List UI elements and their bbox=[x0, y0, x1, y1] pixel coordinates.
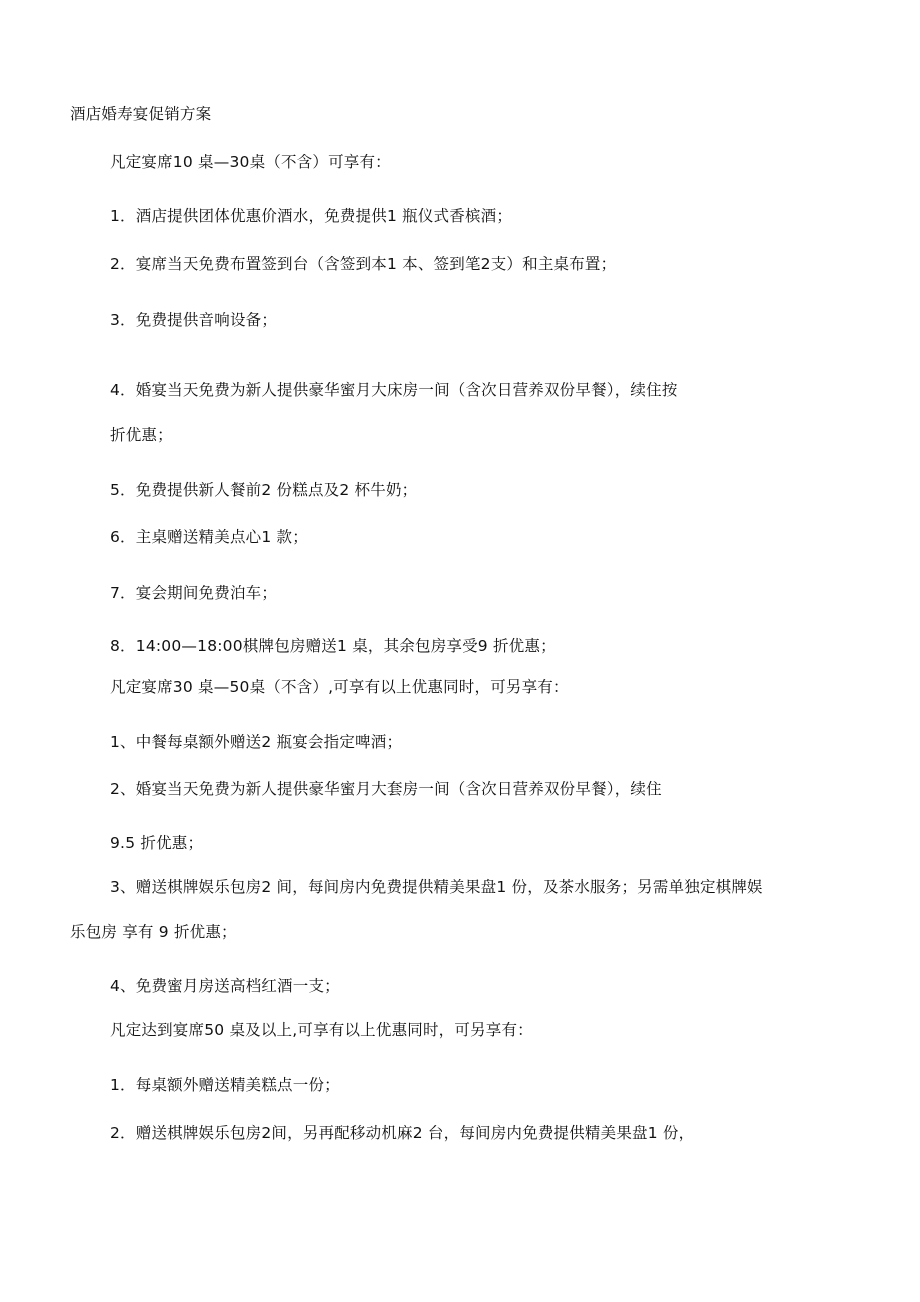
tier-1-heading: 凡定宴席10 桌—30桌（不含）可享有： bbox=[110, 153, 391, 171]
tier-3-heading: 凡定达到宴席50 桌及以上,可享有以上优惠同时，可另享有： bbox=[110, 1021, 533, 1039]
tier-1-item-4: 4．婚宴当天免费为新人提供豪华蜜月大床房一间（含次日营养双份早餐），续住按 bbox=[110, 381, 678, 399]
tier-3-item-1: 1．每桌额外赠送精美糕点一份； bbox=[110, 1076, 340, 1094]
tier-2-heading: 凡定宴席30 桌—50桌（不含）,可享有以上优惠同时，可另享有： bbox=[110, 678, 569, 696]
tier-1-item-7: 7．宴会期间免费泊车； bbox=[110, 584, 278, 602]
tier-1-item-3: 3．免费提供音响设备； bbox=[110, 311, 278, 329]
tier-1-item-1: 1．酒店提供团体优惠价酒水，免费提供1 瓶仪式香槟酒； bbox=[110, 207, 513, 225]
tier-2-item-2-cont: 9.5 折优惠； bbox=[110, 834, 204, 852]
tier-1-item-2: 2．宴席当天免费布置签到台（含签到本1 本、签到笔2支）和主桌布置； bbox=[110, 255, 617, 273]
tier-2-item-3: 3、赠送棋牌娱乐包房2 间，每间房内免费提供精美果盘1 份，及茶水服务；另需单独定棋牌娱 bbox=[110, 878, 763, 896]
tier-2-item-2: 2、婚宴当天免费为新人提供豪华蜜月大套房一间（含次日营养双份早餐），续住 bbox=[110, 780, 662, 798]
tier-2-item-3-cont: 乐包房 享有 9 折优惠； bbox=[70, 923, 237, 941]
tier-1-item-6: 6．主桌赠送精美点心1 款； bbox=[110, 528, 308, 546]
tier-1-item-8: 8．14:00—18:00棋牌包房赠送1 桌，其余包房享受9 折优惠； bbox=[110, 637, 556, 655]
document-title: 酒店婚寿宴促销方案 bbox=[70, 105, 212, 123]
tier-2-item-1: 1、中餐每桌额外赠送2 瓶宴会指定啤酒； bbox=[110, 733, 403, 751]
tier-3-item-2: 2．赠送棋牌娱乐包房2间，另再配移动机麻2 台，每间房内免费提供精美果盘1 份， bbox=[110, 1124, 695, 1142]
tier-2-item-4: 4、免费蜜月房送高档红酒一支； bbox=[110, 977, 340, 995]
tier-1-item-5: 5．免费提供新人餐前2 份糕点及2 杯牛奶； bbox=[110, 481, 418, 499]
tier-1-item-4-cont: 折优惠； bbox=[110, 426, 173, 444]
